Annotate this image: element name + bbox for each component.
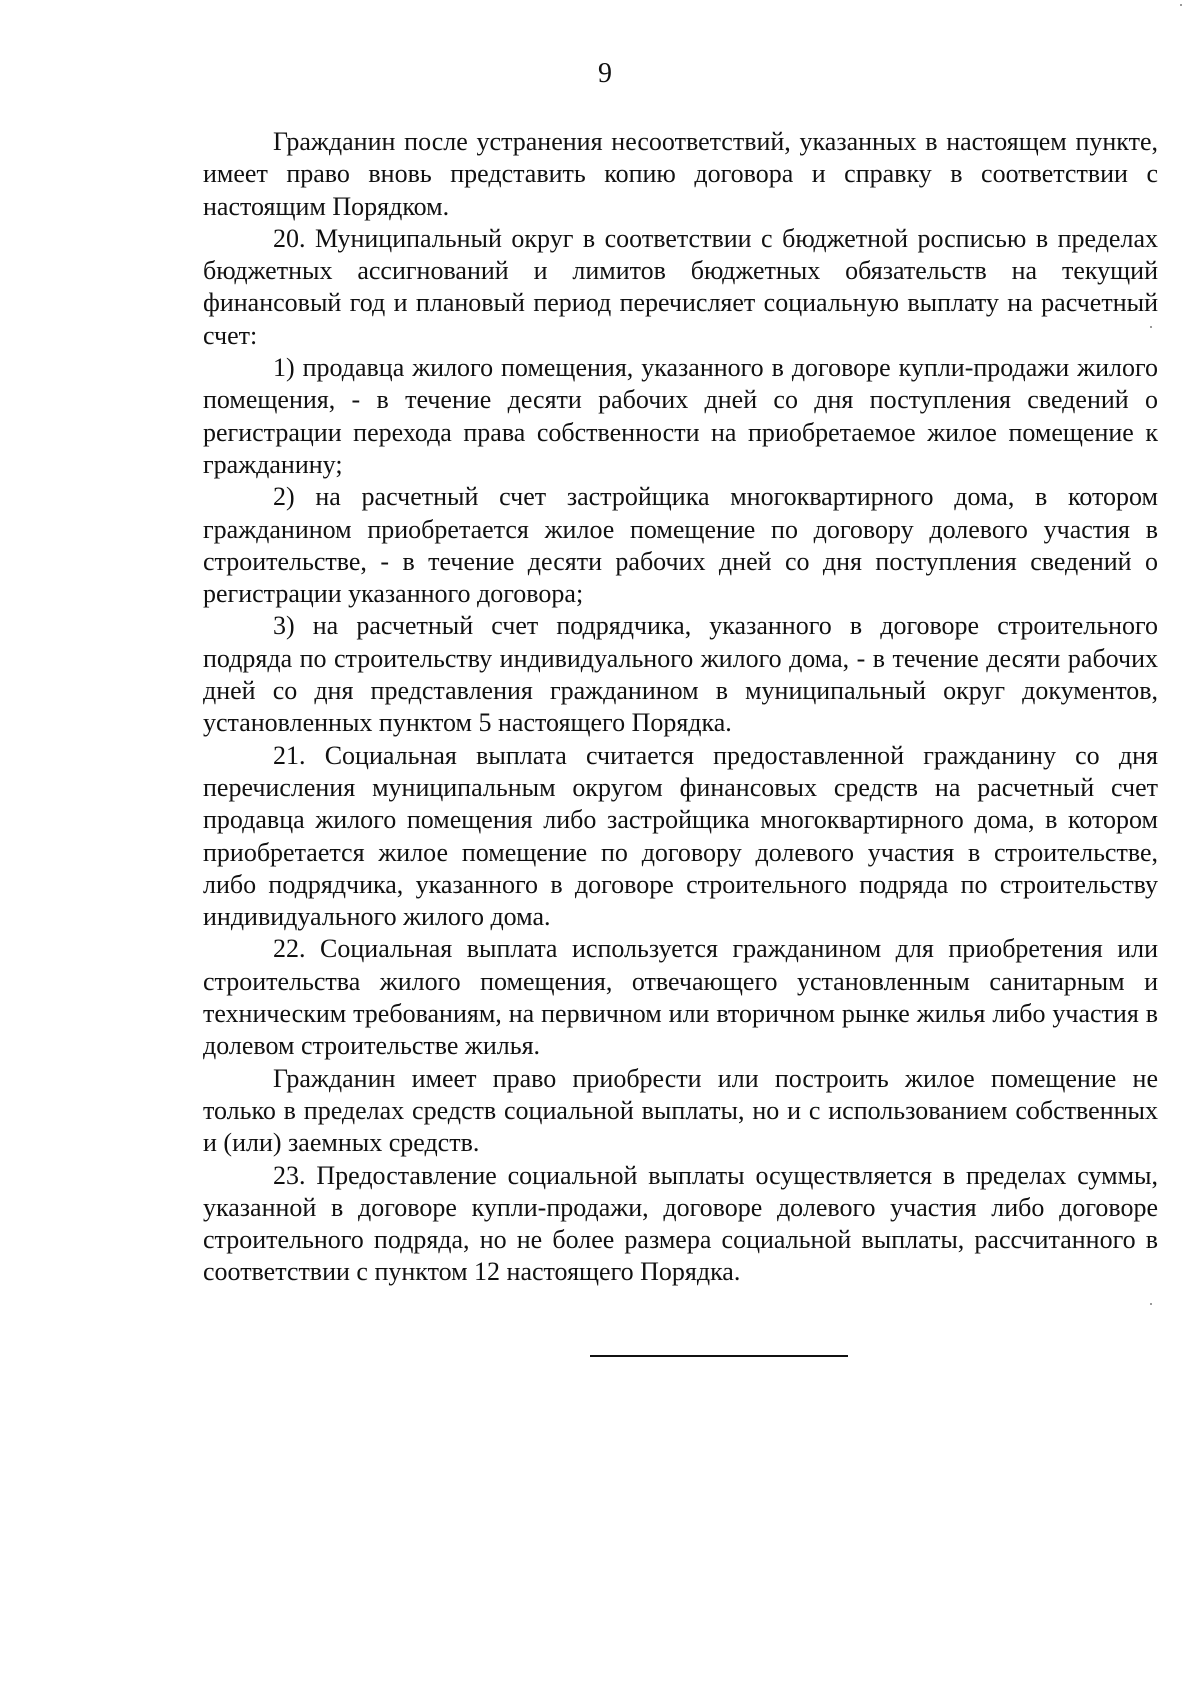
page-number: 9 — [598, 58, 612, 89]
scan-speck — [1150, 1303, 1152, 1305]
paragraph-item-20-2: 2) на расчетный счет застройщика многоквартирного дома, в котором гражданином приобретается жилое помещение по договору долевого участия в строительстве, - в течение десяти рабочих дней со дня поступления сведений о регистрации указанного договора; — [203, 482, 1158, 609]
paragraph-item-20-1: 1) продавца жилого помещения, указанного в договоре купли-продажи жилого помещения, - в течение десяти рабочих дней со дня поступления сведений о регистрации перехода права собственности на приобретаемое жилое помещение к гражданину; — [203, 353, 1158, 479]
paragraph-item-22: 22. Социальная выплата используется гражданином для приобретения или строительства жилого помещения, отвечающего установленным санитарным и техническим требованиям, на первичном или вторичном рынке жилья либо участия в долевом строительстве жилья. — [203, 934, 1158, 1061]
paragraph-item-20: 20. Муниципальный округ в соответствии с бюджетной росписью в пределах бюджетных ассигнований и лимитов бюджетных обязательств на текущий финансовый год и плановый период перечисляет социальную выплату на расчетный счет: — [203, 223, 1158, 350]
paragraph-item-23: 23. Предоставление социальной выплаты осуществляется в пределах суммы, указанной в договоре купли-продажи, договоре долевого участия либо договоре строительного подряда, но не более размера социальной выплаты, рассчитанного в соответствии с пунктом 12 настоящего Порядка. — [203, 1160, 1158, 1287]
paragraph-citizen-resubmit: Гражданин после устранения несоответствий, указанных в настоящем пункте, имеет право вновь представить копию договора и справку в соответствии с настоящим Порядком. — [203, 127, 1158, 221]
scan-speck — [1150, 326, 1152, 328]
scan-speck — [1180, 4, 1182, 6]
paragraph-item-20-3: 3) на расчетный счет подрядчика, указанного в договоре строительного подряда по строительству индивидуального жилого дома, - в течение десяти рабочих дней со дня представления гражданином в муниципальный округ документов, установленных пунктом 5 настоящего Порядка. — [203, 611, 1158, 738]
document-body — [203, 126, 1158, 1289]
paragraph-own-funds: Гражданин имеет право приобрести или построить жилое помещение не только в пределах средств социальной выплаты, но и с использованием собственных и (или) заемных средств. — [203, 1063, 1158, 1158]
end-of-text-rule — [590, 1355, 848, 1357]
paragraph-item-21: 21. Социальная выплата считается предоставленной гражданину со дня перечисления муниципальным округом финансовых средств на расчетный счет продавца жилого помещения либо застройщика многоквартирного дома, в котором приобретается жилое помещение по договору долевого участия в строительстве, либо подрядчика, указанного в договоре строительного подряда по строительству индивидуального жилого дома. — [203, 740, 1158, 932]
